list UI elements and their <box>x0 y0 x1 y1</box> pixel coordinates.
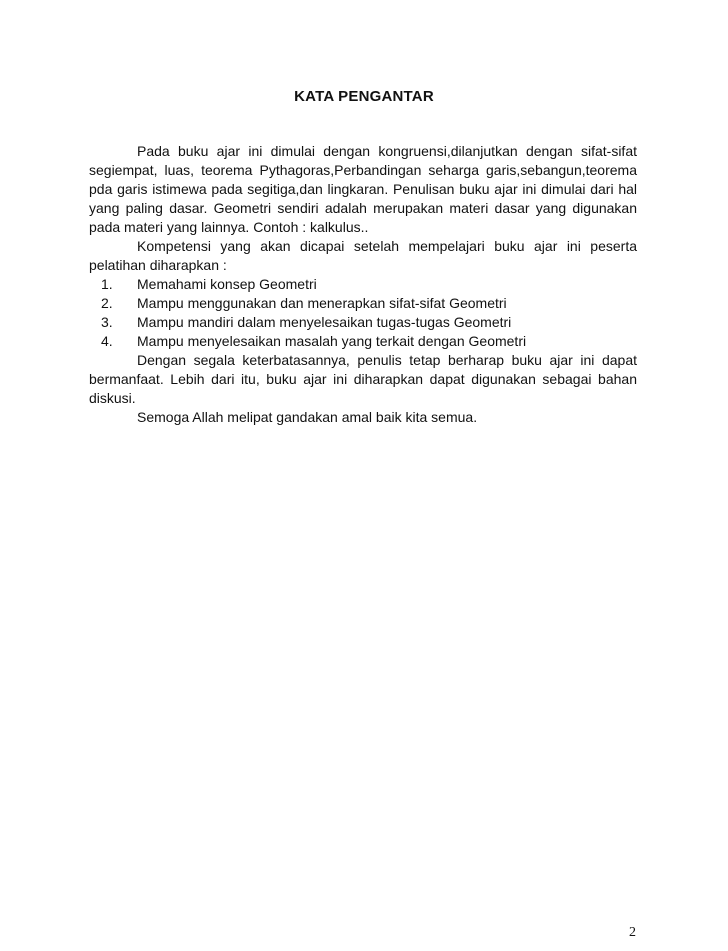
list-item-text: Mampu mandiri dalam menyelesaikan tugas-tugas Geometri <box>137 314 512 330</box>
page-title: KATA PENGANTAR <box>294 88 434 105</box>
list-item <box>89 332 637 351</box>
page-number: 2 <box>629 925 636 940</box>
list-item-number: 2. <box>101 295 113 311</box>
list-item-text: Mampu menyelesaikan masalah yang terkait dengan Geometri <box>137 333 527 349</box>
closing-paragraph: Dengan segala keterbatasannya, penulis tetap berharap buku ajar ini dapat bermanfaat. Lebih dari itu, buku ajar ini diharapkan dapat digunakan sebagai bahan diskusi. <box>89 352 637 406</box>
competency-list <box>89 275 637 351</box>
list-item <box>89 294 637 313</box>
prayer-paragraph: Semoga Allah melipat gandakan amal baik kita semua. <box>137 409 478 425</box>
competency-paragraph: Kompetensi yang akan dicapai setelah mempelajari buku ajar ini peserta pelatihan diharapkan : <box>89 238 637 273</box>
list-item <box>89 313 637 332</box>
list-item-number: 4. <box>101 333 113 349</box>
list-item-text: Memahami konsep Geometri <box>137 276 317 292</box>
list-item <box>89 275 637 294</box>
document-body <box>89 142 637 427</box>
list-item-number: 1. <box>101 276 113 292</box>
list-item-text: Mampu menggunakan dan menerapkan sifat-sifat Geometri <box>137 295 507 311</box>
intro-paragraph: Pada buku ajar ini dimulai dengan kongruensi,dilanjutkan dengan sifat-sifat segiempat, luas, teorema Pythagoras,Perbandingan seharga garis,sebangun,teorema pda garis istimewa pada segitiga,dan lingkaran. Penulisan buku ajar ini dimulai dari hal yang paling dasar. Geometri sendiri adalah merupakan materi dasar yang digunakan pada materi yang lainnya. Contoh : kalkulus.. <box>89 143 637 235</box>
list-item-number: 3. <box>101 314 113 330</box>
